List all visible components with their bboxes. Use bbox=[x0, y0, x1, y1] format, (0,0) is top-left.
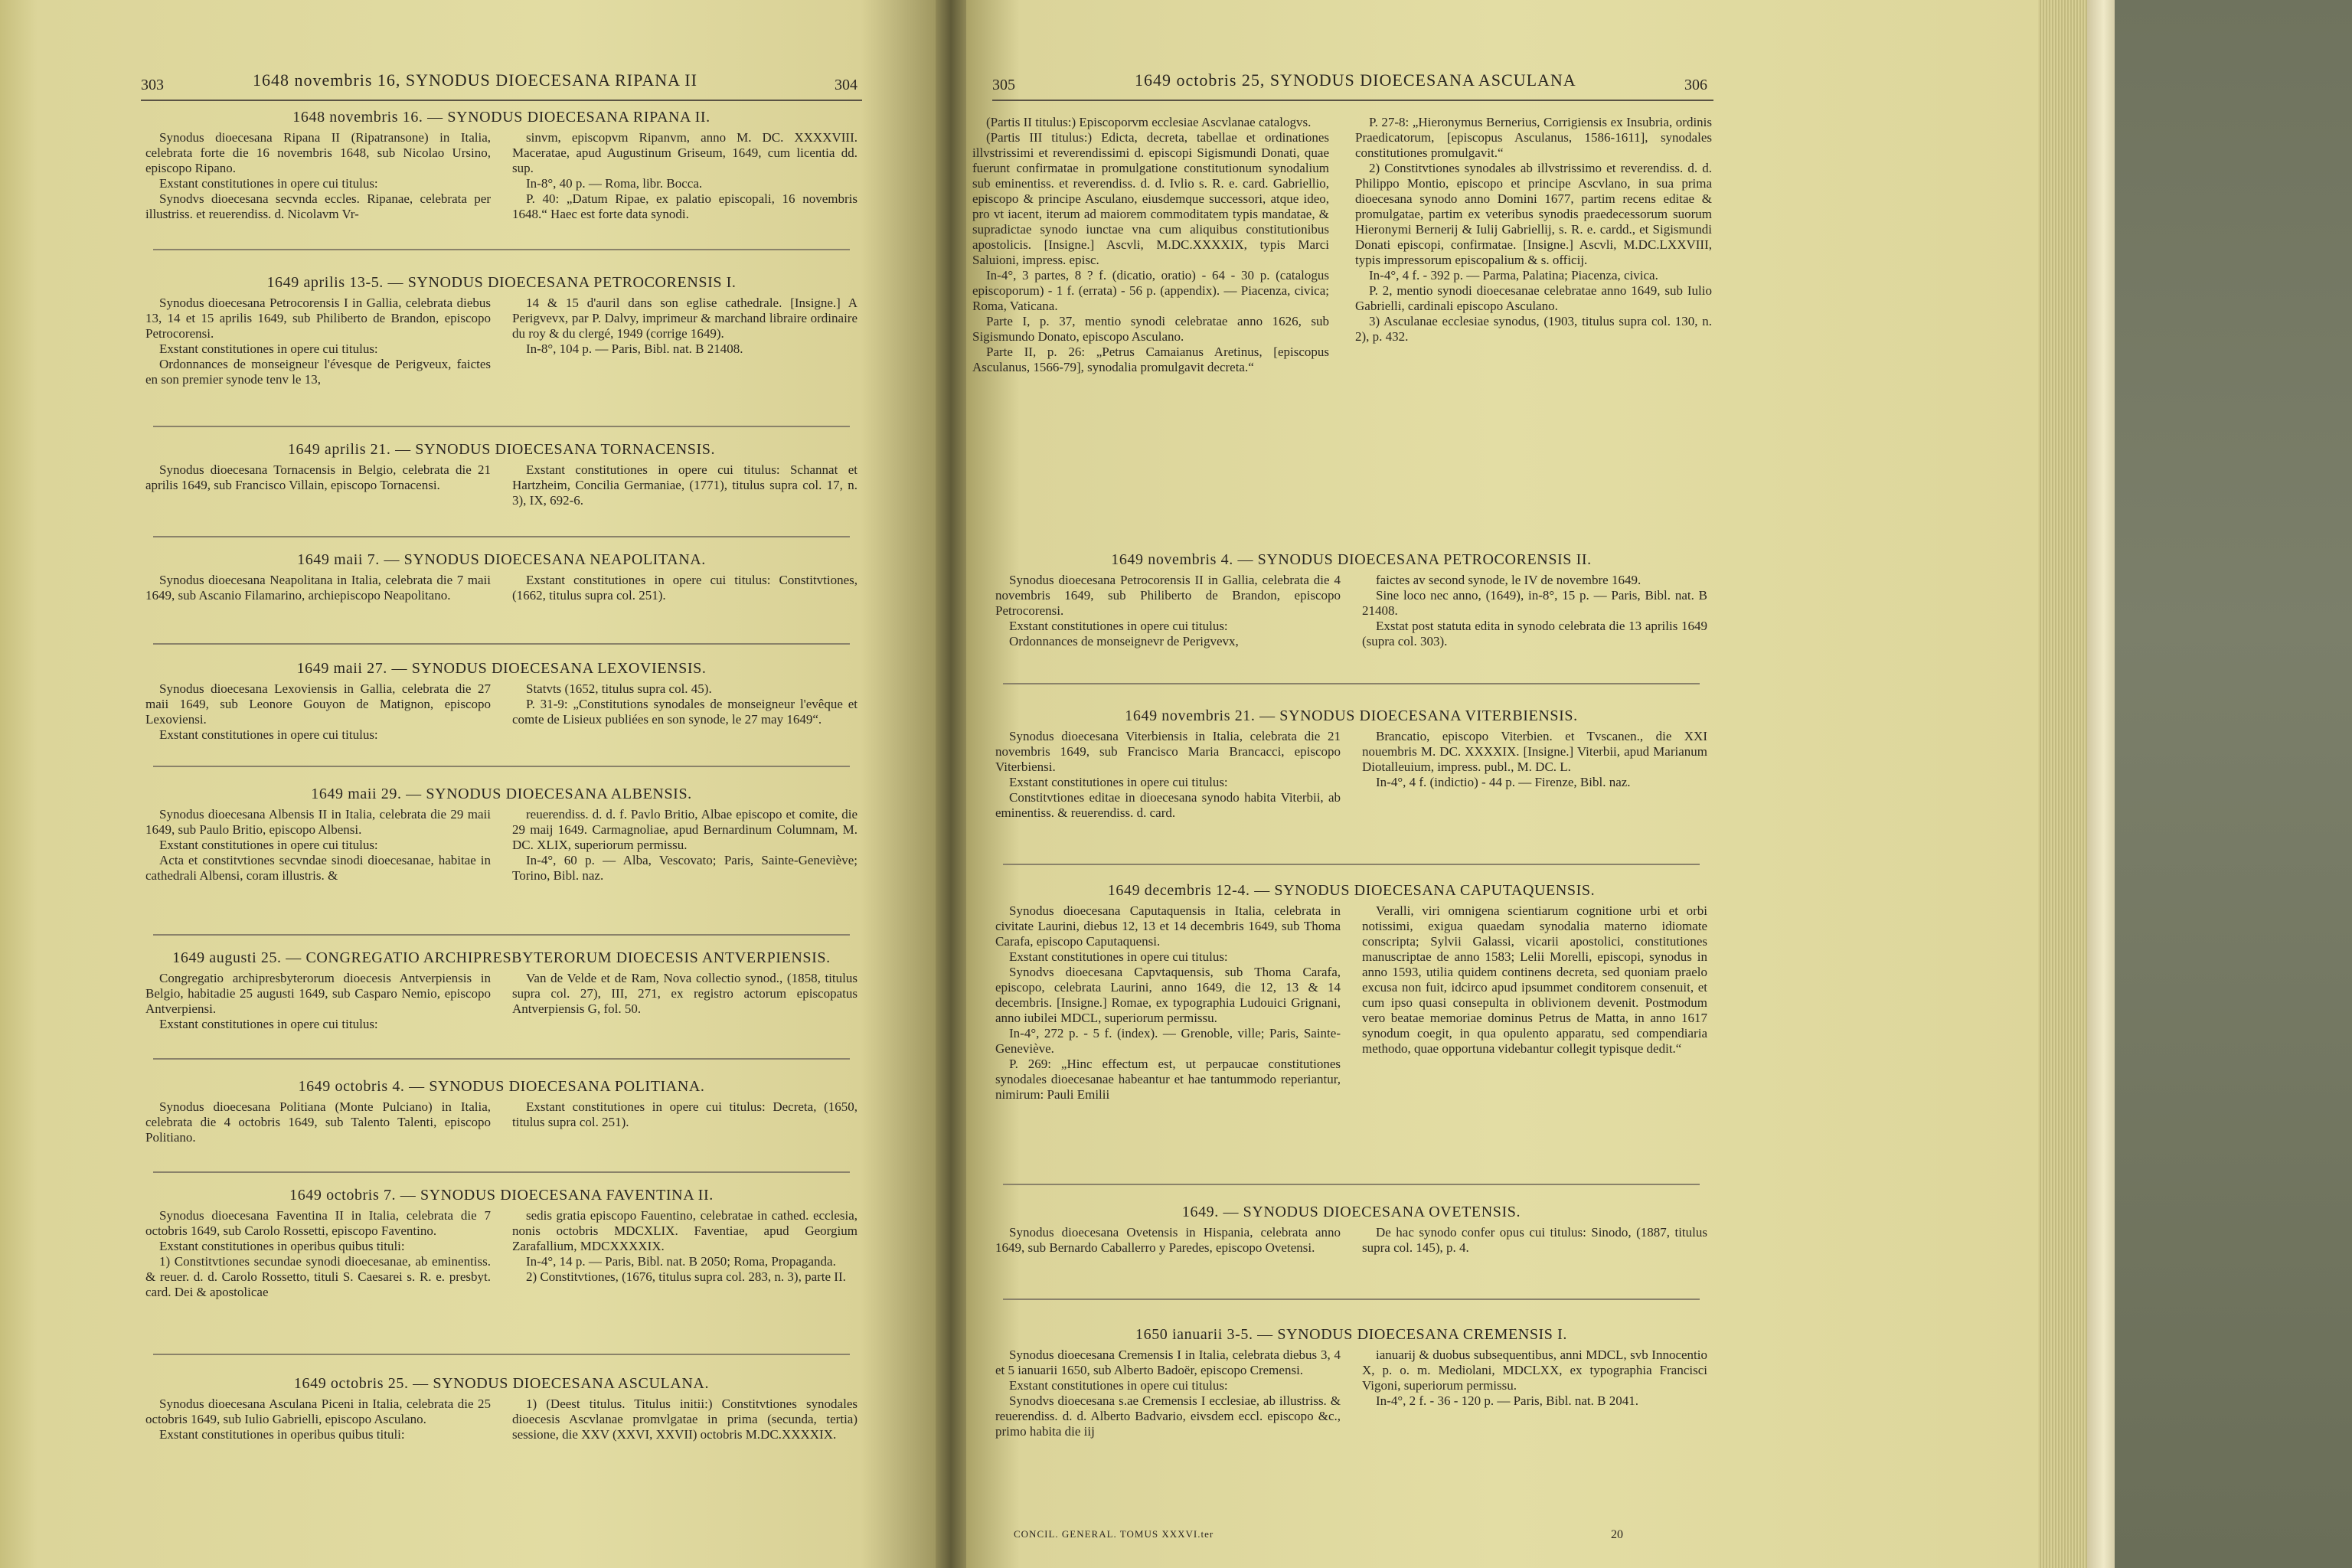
paragraph: In-8°, 104 p. — Paris, Bibl. nat. B 21408. bbox=[526, 341, 743, 356]
column-number-left: 305 bbox=[992, 77, 1015, 93]
synod-entry bbox=[145, 1375, 858, 1442]
entry-col2 bbox=[1362, 903, 1707, 1102]
paragraph: P. 2, mentio synodi dioecesanae celebratae anno 1649, sub Iulio Gabrielli, cardinali episcopo Asculano. bbox=[1355, 283, 1712, 313]
synod-entry bbox=[145, 274, 858, 387]
paragraph: In-8°, 40 p. — Roma, libr. Bocca. bbox=[526, 176, 703, 191]
synod-entry bbox=[145, 441, 858, 508]
entry-title: 1649 octobris 25. — SYNODUS DIOECESANA ASCULANA. bbox=[293, 1375, 710, 1392]
paragraph: 2) Constitvtiones, (1676, titulus supra col. 283, n. 3), parte II. bbox=[526, 1269, 846, 1284]
paragraph: Parte I, p. 37, mentio synodi celebratae anno 1626, sub Sigismundo Donato, episcopo Asculano. bbox=[972, 314, 1329, 344]
entry-col1 bbox=[145, 130, 491, 222]
paragraph: Ordonnances de monseignevr de Perigvevx, bbox=[1009, 634, 1239, 648]
entry-col1 bbox=[145, 462, 491, 508]
paragraph: Van de Velde et de Ram, Nova collectio synod., (1858, titulus supra col. 27), III, 271, ex registro actorum episcopatus Antverpiensis G, fol. 50. bbox=[512, 971, 858, 1016]
synod-entry bbox=[995, 551, 1707, 649]
paragraph: Exstant constitutiones in opere cui titulus: Decreta, (1650, titulus supra col. 251). bbox=[512, 1099, 858, 1129]
running-head-left: 1648 novembris 16, SYNODUS DIOECESANA RIPANA II bbox=[253, 70, 697, 90]
entry-col2 bbox=[512, 681, 858, 743]
paragraph: Exstant constitutiones in opere cui titulus: bbox=[1009, 1378, 1228, 1393]
paragraph: Exstant constitutiones in opere cui titulus: bbox=[159, 341, 378, 356]
paragraph: Synodus dioecesana Politiana (Monte Pulciano) in Italia, celebrata die 4 octobris 1649, sub Talento Talenti, episcopo Politiano. bbox=[145, 1099, 491, 1145]
header-rule-left bbox=[141, 100, 862, 101]
column-number-left: 303 bbox=[141, 77, 164, 93]
paragraph: Synodus dioecesana Lexoviensis in Gallia, celebrata die 27 maii 1649, sub Leonore Gouyon de Matignon, episcopo Lexoviensi. bbox=[145, 681, 491, 727]
paragraph: 3) Asculanae ecclesiae synodus, (1903, titulus supra col. 130, n. 2), p. 432. bbox=[1355, 314, 1712, 344]
paragraph: Acta et constitvtiones secvndae sinodi dioecesanae, habitae in cathedrali Albensi, coram illustris. & bbox=[145, 853, 491, 883]
footer-volume-mark: CONCIL. GENERAL. TOMUS XXXVI.ter bbox=[1014, 1528, 1214, 1540]
paragraph: In-4°, 14 p. — Paris, Bibl. nat. B 2050; Roma, Propaganda. bbox=[526, 1254, 836, 1269]
page-edges bbox=[2038, 0, 2087, 1568]
entry-title: 1649 decembris 12-4. — SYNODUS DIOECESANA CAPUTAQUENSIS. bbox=[1107, 882, 1596, 899]
paragraph: In-4°, 4 f. - 392 p. — Parma, Palatina; Piacenza, civica. bbox=[1369, 268, 1658, 283]
synod-entry bbox=[145, 1078, 858, 1145]
paragraph: Exstant constitutiones in opere cui titulus: bbox=[159, 838, 378, 852]
continuation-col1 bbox=[972, 115, 1329, 375]
paragraph: Parte II, p. 26: „Petrus Camaianus Aretinus, [episcopus Asculanus, 1566-79], synodalia promulgavit decreta.“ bbox=[972, 345, 1329, 374]
paragraph: De hac synodo confer opus cui titulus: Sinodo, (1887, titulus supra col. 145), p. 4. bbox=[1362, 1225, 1707, 1255]
synod-entry bbox=[995, 1204, 1707, 1256]
section-rule bbox=[153, 766, 850, 767]
entry-col1 bbox=[145, 1208, 491, 1300]
paragraph: Exstant constitutiones in opere cui titulus: bbox=[159, 176, 378, 191]
entry-col1 bbox=[995, 1348, 1341, 1439]
synod-entry bbox=[145, 660, 858, 743]
paragraph: Congregatio archipresbyterorum dioecesis Antverpiensis in Belgio, habitadie 25 augusti 1649, sub Casparo Nemio, episcopo Antverpiensi. bbox=[145, 971, 491, 1016]
entry-continuation bbox=[972, 115, 1712, 375]
section-rule bbox=[153, 426, 850, 427]
paragraph: reuerendiss. d. d. f. Pavlo Britio, Albae episcopo et comite, die 29 maij 1649. Carmagnoliae, apud Bernardinum Columnam, M. DC. XLIX, superiorum permissu. bbox=[512, 807, 858, 852]
entry-col1 bbox=[995, 573, 1341, 649]
paragraph: sinvm, episcopvm Ripanvm, anno M. DC. XXXXVIII. Maceratae, apud Augustinum Griseum, 1649, cum licentia dd. sup. bbox=[512, 130, 858, 175]
column-number-right: 304 bbox=[835, 77, 858, 93]
paragraph: Exstat post statuta edita in synodo celebrata die 13 aprilis 1649 (supra col. 303). bbox=[1362, 619, 1707, 648]
paragraph: P. 40: „Datum Ripae, ex palatio episcopali, 16 novembris 1648.“ Haec est forte data synodi. bbox=[512, 191, 858, 221]
section-rule bbox=[153, 1354, 850, 1355]
entry-title: 1649 novembris 21. — SYNODUS DIOECESANA VITERBIENSIS. bbox=[1125, 707, 1578, 724]
entry-col2 bbox=[512, 462, 858, 508]
section-rule bbox=[153, 934, 850, 936]
synod-entry bbox=[145, 786, 858, 884]
paragraph: Synodus dioecesana Ovetensis in Hispania, celebrata anno 1649, sub Bernardo Caballerro y Paredes, episcopo Ovetensi. bbox=[995, 1225, 1341, 1255]
continuation-col2 bbox=[1355, 115, 1712, 375]
paragraph: Synodus dioecesana Petrocorensis I in Gallia, celebrata diebus 13, 14 et 15 aprilis 1649, sub Philiberto de Brandon, episcopo Petrocorensi. bbox=[145, 296, 491, 341]
section-rule bbox=[153, 1058, 850, 1060]
section-rule bbox=[1003, 683, 1700, 684]
paragraph: faictes av second synode, le IV de novembre 1649. bbox=[1376, 573, 1642, 587]
entry-title: 1649 maii 27. — SYNODUS DIOECESANA LEXOVIENSIS. bbox=[296, 660, 707, 677]
entry-col2 bbox=[512, 296, 858, 387]
paragraph: Constitvtiones editae in dioecesana synodo habita Viterbii, ab eminentiss. & reuerendiss. d. card. bbox=[995, 790, 1341, 820]
paragraph: In-4°, 2 f. - 36 - 120 p. — Paris, Bibl. nat. B 2041. bbox=[1376, 1393, 1638, 1408]
synod-entry bbox=[145, 1187, 858, 1300]
synod-entry bbox=[145, 551, 858, 603]
entry-col1 bbox=[145, 681, 491, 743]
entry-col2 bbox=[1362, 1348, 1707, 1439]
entry-col1 bbox=[145, 1396, 491, 1442]
running-head-right: 1649 octobris 25, SYNODUS DIOECESANA ASCULANA bbox=[1135, 70, 1576, 90]
section-rule bbox=[153, 643, 850, 645]
entry-title: 1649. — SYNODUS DIOECESANA OVETENSIS. bbox=[1181, 1204, 1521, 1220]
paragraph: (Partis II titulus:) Episcoporvm ecclesiae Ascvlanae catalogvs. bbox=[986, 115, 1312, 129]
entry-title: 1648 novembris 16. — SYNODUS DIOECESANA RIPANA II. bbox=[292, 109, 710, 126]
entry-col1 bbox=[145, 573, 491, 603]
paragraph: Synodvs dioecesana Capvtaquensis, sub Thoma Carafa, episcopo, celebrata Laurini, anno 1649, die 12, 13 & 14 decembris. [Insigne.] Romae, ex typographia Ludouici Grignani, anno iubilei MDCL, superiorum permissu. bbox=[995, 965, 1341, 1025]
synod-entry bbox=[995, 707, 1707, 821]
entry-col2 bbox=[512, 971, 858, 1032]
column-number-right: 306 bbox=[1684, 77, 1707, 93]
synod-entry bbox=[995, 1326, 1707, 1439]
section-rule bbox=[1003, 1184, 1700, 1185]
paragraph: ianuarij & duobus subsequentibus, anni MDCL, svb Innocentio X, p. o. m. Mediolani, MDCLXX, ex typographia Francisci Vigoni, superiorum permissu. bbox=[1362, 1348, 1707, 1393]
entry-title: 1649 maii 7. — SYNODUS DIOECESANA NEAPOLITANA. bbox=[297, 551, 706, 568]
paragraph: 14 & 15 d'auril dans son eglise cathedrale. [Insigne.] A Perigvevx, par P. Dalvy, imprimeur & marchand libraire ordinaire du roy & du clergé, 1949 (corrige 1649). bbox=[512, 296, 858, 341]
paragraph: Synodus dioecesana Cremensis I in Italia, celebrata diebus 3, 4 et 5 ianuarii 1650, sub Alberto Badoër, episcopo Cremensi. bbox=[995, 1348, 1341, 1377]
entry-col1 bbox=[145, 1099, 491, 1145]
paragraph: Synodus dioecesana Viterbiensis in Italia, celebrata die 21 novembris 1649, sub Francisco Maria Brancacci, episcopo Viterbiensi. bbox=[995, 729, 1341, 774]
entry-title: 1649 octobris 4. — SYNODUS DIOECESANA POLITIANA. bbox=[298, 1078, 705, 1095]
section-rule bbox=[153, 536, 850, 537]
paragraph: Brancatio, episcopo Viterbien. et Tvscanen., die XXI nouembris M. DC. XXXXIX. [Insigne.] Viterbii, apud Marianum Diotalleuium, impress. publ., M. DC. L. bbox=[1362, 729, 1707, 774]
paragraph: Synodus dioecesana Ripana II (Ripatransone) in Italia, celebrata forte die 16 novembris 1648, sub Nicolao Ursino, episcopo Ripano. bbox=[145, 130, 491, 175]
entry-col2 bbox=[512, 1396, 858, 1442]
paragraph: Exstant constitutiones in opere cui titulus: bbox=[159, 1017, 378, 1031]
book-gutter bbox=[936, 0, 966, 1568]
paragraph: Exstant constitutiones in opere cui titulus: bbox=[1009, 775, 1228, 789]
paragraph: Synodvs dioecesana secvnda eccles. Ripanae, celebrata per illustriss. et reuerendiss. d. Nicolavm Vr- bbox=[145, 191, 491, 221]
entry-title: 1649 aprilis 13-5. — SYNODUS DIOECESANA PETROCORENSIS I. bbox=[266, 274, 737, 291]
paragraph: In-4°, 3 partes, 8 ? f. (dicatio, oratio) - 64 - 30 p. (catalogus episcoporum) - 1 f. (errata) - 56 p. (appendix). — Piacenza, civica; Roma, Vaticana. bbox=[972, 268, 1329, 313]
book-cover-edge bbox=[2087, 0, 2115, 1568]
entry-col1 bbox=[995, 903, 1341, 1102]
entry-title: 1649 augusti 25. — CONGREGATIO ARCHIPRESBYTERORUM DIOECESIS ANTVERPIENSIS. bbox=[172, 949, 831, 966]
paragraph: In-4°, 272 p. - 5 f. (index). — Grenoble, ville; Paris, Sainte-Geneviève. bbox=[995, 1026, 1341, 1056]
backdrop bbox=[2115, 0, 2352, 1568]
paragraph: Exstant constitutiones in opere cui titulus: bbox=[1009, 949, 1228, 964]
entry-col2 bbox=[512, 1099, 858, 1145]
paragraph: Exstant constitutiones in opere cui titulus: Constitvtiones, (1662, titulus supra col. 251). bbox=[512, 573, 858, 603]
paragraph: Veralli, viri omnigena scientiarum cognitione urbi et orbi notissimi, exigua quaedam synodalia materno idiomate conscripta; Sylvii Galassi, vicarii apostolici, constitutiones manuscriptae de anno 1583; Lelii Morelli, episcopi, synodus in anno 1593, utilia quidem continens decreta, sed quoniam praelo excusa non fuit, idcirco apud ipsummet conditorem consenuit, et cum ipso quasi consepulta in oblivionem devenit. Postmodum vero beatae memoriae dominus Petrus de Matta, in anno 1617 synodum coegit, in qua opulento apparatu, sed compendiaria methodo, quae opportuna videbantur collegit typisque dedit.“ bbox=[1362, 903, 1707, 1056]
entry-col2 bbox=[512, 130, 858, 222]
signature-mark: 20 bbox=[1611, 1528, 1623, 1541]
paragraph: P. 31-9: „Constitutions synodales de monseigneur l'evêque et comte de Lisieux publiées en son synode, le 27 may 1649“. bbox=[512, 697, 858, 727]
paragraph: 2) Constitvtiones synodales ab illvstrissimo et reverendiss. d. d. Philippo Montio, episcopo et principe Ascvlano, in sua prima dioecesana synodo anno Domini 1677, partim recens editae & promulgatae, partim ex veteribus synodis praedecessorum suorum Hieronymi Bernerij & Iulij Gabriellij, s. R. e. cardd., et Sigismundi Donati episcopi, confirmatae. [Insigne.] Ascvli, M.DC.LXXVIII, typis impressorum episcopalium & s. officij. bbox=[1355, 161, 1712, 267]
paragraph: In-4°, 4 f. (indictio) - 44 p. — Firenze, Bibl. naz. bbox=[1376, 775, 1631, 789]
paragraph: P. 27-8: „Hieronymus Bernerius, Corrigiensis ex Insubria, ordinis Praedicatorum, [episcopus Asculanus, 1586-1611], synodales constitutiones promulgavit.“ bbox=[1355, 115, 1712, 160]
paragraph: 1) Constitvtiones secundae synodi dioecesanae, ab eminentiss. & reuer. d. d. Carolo Rossetto, tituli S. Caesarei s. R. e. presbyt. card. Dei & apostolicae bbox=[145, 1254, 491, 1299]
paragraph: Ordonnances de monseigneur l'évesque de Perigveux, faictes en son premier synode tenv le 13, bbox=[145, 357, 491, 387]
paragraph: Synodus dioecesana Faventina II in Italia, celebrata die 7 octobris 1649, sub Carolo Rossetti, episcopo Faventino. bbox=[145, 1208, 491, 1238]
paragraph: 1) (Deest titulus. Titulus initii:) Constitvtiones synodales dioecesis Ascvlanae promvlgatae in prima (secunda, tertia) sessione, die XXV (XXVI, XXVII) octobris M.DC.XXXXIX. bbox=[512, 1396, 858, 1442]
entry-col1 bbox=[995, 1225, 1341, 1256]
paragraph: Synodus dioecesana Petrocorensis II in Gallia, celebrata die 4 novembris 1649, sub Philiberto de Brandon, episcopo Petrocorensi. bbox=[995, 573, 1341, 618]
paragraph: Synodus dioecesana Albensis II in Italia, celebrata die 29 maii 1649, sub Paulo Britio, episcopo Albensi. bbox=[145, 807, 491, 837]
entry-col2 bbox=[1362, 1225, 1707, 1256]
left-page bbox=[0, 0, 936, 1568]
paragraph: Exstant constitutiones in opere cui titulus: bbox=[159, 727, 378, 742]
entry-title: 1649 maii 29. — SYNODUS DIOECESANA ALBENSIS. bbox=[311, 786, 692, 802]
entry-title: 1649 aprilis 21. — SYNODUS DIOECESANA TORNACENSIS. bbox=[287, 441, 716, 458]
entry-col1 bbox=[145, 971, 491, 1032]
paragraph: In-4°, 60 p. — Alba, Vescovato; Paris, Sainte-Geneviève; Torino, Bibl. naz. bbox=[512, 853, 858, 883]
entry-col2 bbox=[512, 807, 858, 884]
synod-entry bbox=[145, 949, 858, 1032]
entry-col2 bbox=[1362, 729, 1707, 821]
paragraph: Synodvs dioecesana s.ae Cremensis I ecclesiae, ab illustriss. & reuerendiss. d. d. Alberto Badvario, eivsdem eccl. episcopo &c., primo habita die iij bbox=[995, 1393, 1341, 1439]
paragraph: Statvts (1652, titulus supra col. 45). bbox=[526, 681, 712, 696]
entry-col1 bbox=[995, 729, 1341, 821]
entry-title: 1650 ianuarii 3-5. — SYNODUS DIOECESANA CREMENSIS I. bbox=[1135, 1326, 1567, 1343]
entry-title: 1649 octobris 7. — SYNODUS DIOECESANA FAVENTINA II. bbox=[289, 1187, 714, 1204]
header-rule-right bbox=[992, 100, 1713, 101]
paragraph: (Partis III titulus:) Edicta, decreta, tabellae et ordinationes illvstrissimi et reverendissimi d. episcopi Sigismundi Donati, quae fuerunt confirmatae in promulgatione constitutionum synodalium sub eminentiss. et reverendiss. d. d. Ivlio s. R. e. card. Gabriellio, episcopo & principe Asculano, eiusdemque successori, atque ideo, pro vt iacent, iterum ad maiorem commoditatem typis mandatae, & supradictae synodo iunctae vna cum aliquibus constitutionibus apostolicis. [Insigne.] Ascvli, M.DC.XXXXIX, typis Marci Saluioni, impress. episc. bbox=[972, 130, 1329, 267]
paragraph: Synodus dioecesana Neapolitana in Italia, celebrata die 7 maii 1649, sub Ascanio Filamarino, archiepiscopo Neapolitano. bbox=[145, 573, 491, 603]
paragraph: P. 269: „Hinc effectum est, ut perpaucae constitutiones synodales dioecesanae habeantur et hae tantummodo reperiantur, nimirum: Pauli Emilii bbox=[995, 1057, 1341, 1102]
paragraph: Exstant constitutiones in opere cui titulus: bbox=[1009, 619, 1228, 633]
entry-title: 1649 novembris 4. — SYNODUS DIOECESANA PETROCORENSIS II. bbox=[1111, 551, 1592, 568]
paragraph: Synodus dioecesana Asculana Piceni in Italia, celebrata die 25 octobris 1649, sub Iulio Gabrielli, episcopo Asculano. bbox=[145, 1396, 491, 1426]
section-rule bbox=[153, 1171, 850, 1173]
paragraph: Exstant constitutiones in opere cui titulus: Schannat et Hartzheim, Concilia Germaniae, (1771), titulus supra col. 17, n. 3), IX, 692-6. bbox=[512, 462, 858, 508]
entry-col2 bbox=[512, 1208, 858, 1300]
section-rule bbox=[153, 249, 850, 250]
synod-entry bbox=[995, 882, 1707, 1102]
paragraph: Sine loco nec anno, (1649), in-8°, 15 p. — Paris, Bibl. nat. B 21408. bbox=[1362, 588, 1707, 618]
paragraph: Exstant constitutiones in operibus quibus tituli: bbox=[159, 1239, 405, 1253]
entry-col2 bbox=[1362, 573, 1707, 649]
section-rule bbox=[1003, 864, 1700, 865]
paragraph: Synodus dioecesana Tornacensis in Belgio, celebrata die 21 aprilis 1649, sub Francisco Villain, episcopo Tornacensi. bbox=[145, 462, 491, 492]
entry-col1 bbox=[145, 807, 491, 884]
paragraph: Exstant constitutiones in operibus quibus tituli: bbox=[159, 1427, 405, 1442]
entry-col1 bbox=[145, 296, 491, 387]
synod-entry bbox=[145, 109, 858, 222]
section-rule bbox=[1003, 1298, 1700, 1300]
paragraph: sedis gratia episcopo Fauentino, celebratae in cathed. ecclesia, nonis octobris MDCXLIX. Faventiae, apud Georgium Zarafallium, MDCXXXXIX. bbox=[512, 1208, 858, 1253]
paragraph: Synodus dioecesana Caputaquensis in Italia, celebrata in civitate Laurini, diebus 12, 13 et 14 decembris 1649, sub Thoma Carafa, episcopo Caputaquensi. bbox=[995, 903, 1341, 949]
entry-col2 bbox=[512, 573, 858, 603]
